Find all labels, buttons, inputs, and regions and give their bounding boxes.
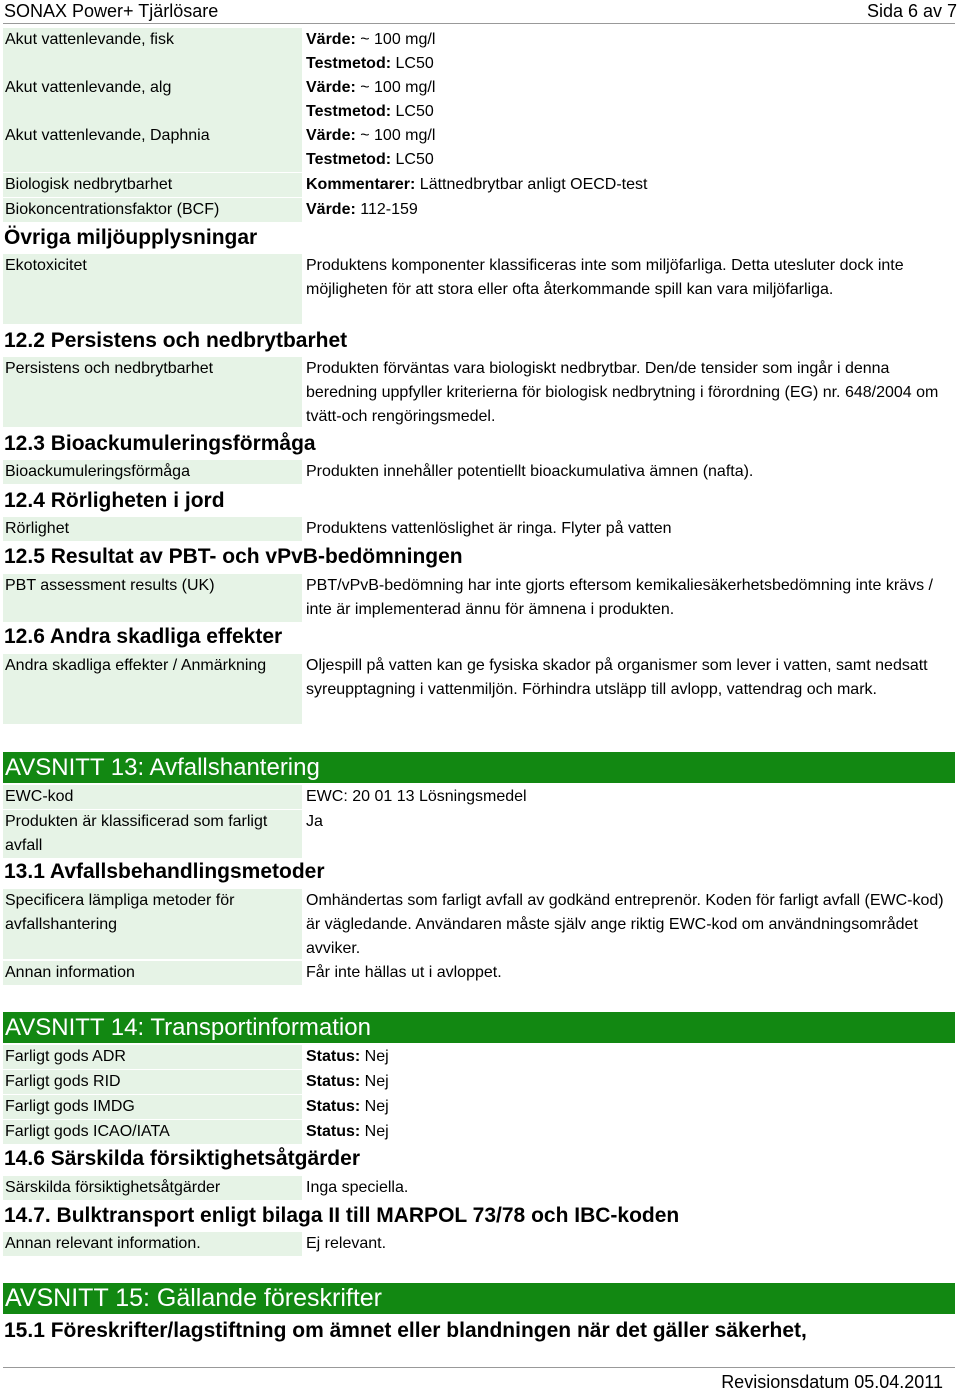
disposal-methods-label: Specificera lämpliga metoder för avfallshantering [3,889,302,959]
status-text: Nej [360,1073,389,1090]
ecotox-value-daphnia [306,124,951,172]
section-15-1-heading: 15.1 Föreskrifter/lagstiftning om ämnet eller blandningen när det gäller säkerhet, [4,1319,807,1342]
ecotox-label-daphnia: Akut vattenlevande, Daphnia [3,124,302,172]
status-key: Status: [306,1123,361,1140]
section-14-banner: AVSNITT 14: Transportinformation [3,1012,955,1043]
footer-rule [3,1367,955,1368]
transport-label-imdg: Farligt gods IMDG [3,1095,302,1119]
ecotox-value-alg [306,76,951,124]
section-13-1-heading: 13.1 Avfallsbehandlingsmetoder [4,860,325,883]
method-key: Testmetod: [306,151,392,168]
section-12-4-heading: 12.4 Rörligheten i jord [4,489,225,512]
section-12-2-heading: 12.2 Persistens och nedbrytbarhet [4,329,348,352]
bio-label: Biologisk nedbrytbarhet [3,173,302,197]
section-14-6-heading: 14.6 Särskilda försiktighetsåtgärder [4,1147,360,1170]
relevant-info-label: Annan relevant information. [3,1232,302,1256]
other-effects-label: Andra skadliga effekter / Anmärkning [3,654,302,724]
other-info-label: Annan information [3,961,302,985]
transport-status-imdg [306,1095,951,1119]
status-key: Status: [306,1073,361,1090]
value-text: ~ 100 mg/l [355,127,436,144]
transport-label-rid: Farligt gods RID [3,1070,302,1094]
disposal-methods-text: Omhändertas som farligt avfall av godkänd entreprenör. Koden för farligt avfall (EWC-kod) är vägledande. Användaren måste själv ange riktig EWC-kod om användningsområdet avviker. [306,892,944,957]
mobility-text: Produktens vattenlöslighet är ringa. Flyter på vatten [306,520,672,537]
bioaccumulation-label: Bioackumuleringsförmåga [3,460,302,484]
special-precautions-text: Inga speciella. [306,1179,409,1196]
ecotoxicity-text: Produktens komponenter klassificeras inte som miljöfarliga. Detta utesluter dock inte möjligheten för att stora eller ofta återkommande spill kan vara miljöfarliga. [306,257,904,298]
transport-label-adr: Farligt gods ADR [3,1045,302,1069]
method-key: Testmetod: [306,103,392,120]
mobility-label: Rörlighet [3,517,302,541]
hazardous-waste-value: Ja [306,813,323,830]
bio-value [306,173,951,197]
other-info-text: Får inte hällas ut i avloppet. [306,964,502,981]
status-key: Status: [306,1098,361,1115]
status-text: Nej [360,1123,389,1140]
method-text: LC50 [391,151,434,168]
transport-status-icao [306,1120,951,1144]
status-text: Nej [360,1048,389,1065]
bcf-value [306,198,951,222]
value-key: Värde: [306,201,356,218]
method-key: Testmetod: [306,55,392,72]
ecotoxicity-label: Ekotoxicitet [3,254,302,324]
value-key: Värde: [306,79,356,96]
ewc-label: EWC-kod [3,785,302,809]
ecotox-label-fish: Akut vattenlevande, fisk [3,28,302,76]
value-text: ~ 100 mg/l [355,31,436,48]
bcf-label: Biokoncentrationsfaktor (BCF) [3,198,302,222]
relevant-info-text: Ej relevant. [306,1235,387,1252]
ecotox-value-fish [306,28,951,76]
other-effects-text: Oljespill på vatten kan ge fysiska skador på organismer som lever i vatten, samt nedsatt syreupptagning i vattenmiljön. Förhindra utsläpp till avlopp, vattendrag och mark. [306,657,928,698]
transport-status-adr [306,1045,951,1069]
page-number: Sida 6 av 7 [866,1,957,21]
persistence-text: Produkten förväntas vara biologiskt nedbrytbar. Den/de tensider som ingår i denna beredning uppfyller kriterierna för biologisk nedbrytning i förordning (EG) nr. 648/2004 om tvätt-och rengöringsmedel. [306,360,939,425]
special-precautions-label: Särskilda försiktighetsåtgärder [3,1176,302,1200]
comment-key: Kommentarer: [306,176,416,193]
section-13-banner: AVSNITT 13: Avfallshantering [3,752,955,783]
status-text: Nej [360,1098,389,1115]
method-text: LC50 [391,103,434,120]
section-12-3-heading: 12.3 Bioackumuleringsförmåga [4,432,316,455]
revision-date: Revisionsdatum 05.04.2011 [721,1372,943,1392]
bioaccumulation-text: Produkten innehåller potentiellt bioackumulativa ämnen (nafta). [306,463,754,480]
ewc-value: EWC: 20 01 13 Lösningsmedel [306,788,527,805]
transport-status-rid [306,1070,951,1094]
value-text: 112-159 [355,201,418,218]
section-12-5-heading: 12.5 Resultat av PBT- och vPvB-bedömningen [4,545,463,568]
transport-label-icao: Farligt gods ICAO/IATA [3,1120,302,1144]
method-text: LC50 [391,55,434,72]
product-name: SONAX Power+ Tjärlösare [4,1,219,21]
value-key: Värde: [306,31,356,48]
header-rule [3,23,955,24]
status-key: Status: [306,1048,361,1065]
value-key: Värde: [306,127,356,144]
pbt-text: PBT/vPvB-bedömning har inte gjorts eftersom kemikaliesäkerhetsbedömning inte krävs / inte är implementerad ännu för ämnena i produkten. [306,577,933,618]
other-env-heading: Övriga miljöupplysningar [4,226,258,249]
value-text: ~ 100 mg/l [355,79,436,96]
section-14-7-heading: 14.7. Bulktransport enligt bilaga II till MARPOL 73/78 och IBC-koden [4,1204,680,1227]
hazardous-waste-label: Produkten är klassificerad som farligt avfall [3,810,302,858]
section-15-banner: AVSNITT 15: Gällande föreskrifter [3,1283,955,1314]
section-12-6-heading: 12.6 Andra skadliga effekter [4,625,283,648]
persistence-label: Persistens och nedbrytbarhet [3,357,302,427]
ecotox-label-alg: Akut vattenlevande, alg [3,76,302,124]
comment-text: Lättnedbrytbar anligt OECD-test [415,176,648,193]
pbt-label: PBT assessment results (UK) [3,574,302,622]
